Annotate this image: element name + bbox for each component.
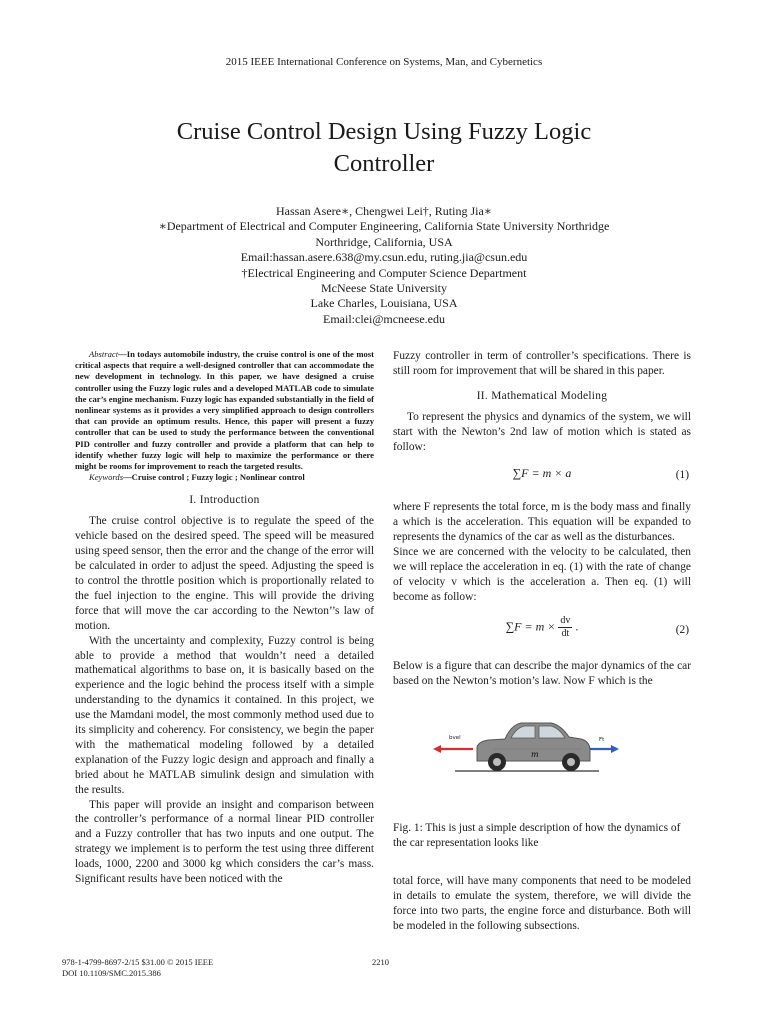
- affiliation-line: Northridge, California, USA: [315, 234, 453, 249]
- mass-label: m: [531, 749, 539, 759]
- equation-tail: .: [575, 619, 579, 634]
- traction-force-label: Ft: [599, 736, 605, 743]
- car-dynamics-figure: [393, 695, 691, 815]
- front-wheel-hub: [493, 758, 501, 766]
- keywords-label: Keywords: [89, 472, 124, 483]
- keywords: [75, 472, 374, 483]
- author-block: [80, 204, 688, 327]
- resistance-force-label: bvel: [449, 734, 461, 741]
- affiliation-line: ∗Department of Electrical and Computer Engineering, California State University Northridge: [158, 219, 610, 234]
- paragraph: The cruise control objective is to regulate the speed of the vehicle based on the desired speed. The speed will be measured using speed sensor, then the error and the change of the error will be calculated in order to adjust the speed. Adjusting the speed is to control the throttle position which is proportionally related to the fuel injection to the engine. This will provide the driving force that will move the car according to the Newton’’s law of motion.: [75, 515, 374, 632]
- car-diagram: [393, 695, 691, 815]
- email-line: Email:hassan.asere.638@my.csun.edu, ruting.jia@csun.edu: [240, 250, 528, 265]
- equation-1: [393, 460, 691, 494]
- left-column: [75, 349, 374, 887]
- keywords-text: —Cruise control ; Fuzzy logic ; Nonlinear control: [123, 472, 305, 483]
- paragraph: Below is a figure that can describe the major dynamics of the car based on the Newton’s motion’s law. Now F which is the: [393, 659, 691, 687]
- paragraph: To represent the physics and dynamics of the system, we will start with the Newton’s 2nd law of motion which is stated as follow:: [393, 410, 691, 453]
- title-line-2: Controller: [333, 150, 435, 177]
- equation-text: ∑F = m × a: [512, 466, 572, 481]
- rear-wheel-hub: [567, 758, 575, 766]
- equation-expression: [393, 615, 691, 640]
- paragraph: With the uncertainty and complexity, Fuzzy control is being able to provide a method that wouldn’t need a detailed mathematical algorithms to base on, it is basically based on the experience and the logic behind the process itself with a simple understanding to the dynamics it contained. In this project, we use the Mamdani model, the most commonly method used due to its simplicity and coherency. For consistency, we begin the paper with the mathematical modeling followed by a detailed explanation of the Fuzzy logic design and approach and finally a bried about he MATLAB simulink design and simulation with the results.: [75, 634, 374, 796]
- abstract: [75, 349, 374, 472]
- paragraph: Since we are concerned with the velocity to be calculated, then we will replace the acceleration in eq. (1) with the rate of change of velocity v which is the acceleration a. Then eq. (1) will become as follow:: [393, 546, 691, 603]
- doi-line: DOI 10.1109/SMC.2015.386: [62, 968, 161, 978]
- isbn-line: 978-1-4799-8697-2/15 $31.00 © 2015 IEEE: [62, 957, 214, 967]
- section-heading-introduction: I. Introduction: [189, 494, 260, 507]
- paper-title: [100, 116, 668, 180]
- equation-expression: [393, 466, 691, 481]
- section-heading-mathematical-modeling: II. Mathematical Modeling: [476, 389, 608, 402]
- copyright-footer: [62, 957, 213, 979]
- right-column: [393, 349, 691, 934]
- fraction-numerator: dv: [560, 614, 571, 626]
- author-names: Hassan Asere∗, Chengwei Lei†, Ruting Jia∗: [276, 204, 492, 218]
- paragraph: where F represents the total force, m is the body mass and finally a which is the acceleration. This equation will be expanded to represents the dynamics of the car as well as the disturbances.: [393, 501, 691, 544]
- title-line-1: Cruise Control Design Using Fuzzy Logic: [176, 118, 592, 145]
- traction-arrow-head: [611, 745, 619, 753]
- paragraph: This paper will provide an insight and comparison between the controller’s performance of a normal linear PID controller and a Fuzzy controller that has two inputs and one output. The strategy we implement is to perform the test using three different loads, 1000, 2200 and 3000 kg which considers the car’s mass. Significant results have been noticed with the: [75, 798, 374, 886]
- page-number: 2210: [372, 957, 389, 967]
- abstract-label: Abstract: [89, 349, 119, 359]
- equation-number: (2): [675, 623, 689, 636]
- conference-header: 2015 IEEE International Conference on Systems, Man, and Cybernetics: [225, 56, 543, 68]
- abstract-text: —In todays automobile industry, the cruise control is one of the most critical aspects that require a well-designed controller that can accommodate the new development in technology. In this paper, we have designed a cruise controller using the Fuzzy logic rules and a developed MATLAB code to simulate the car’s engine mechanism. Fuzzy logic has expanded substantially in the field of nonlinear systems as it provides a very simplified approach to design controllers that can provide an optimum results. Hence, this paper will present a fuzzy controller that can be used to study the performance between the conventional PID controller and fuzzy controller and provide a platform that can help to identify whether fuzzy logic will help to maximize the performance or there might be rooms for improvement to reach the targeted results.: [75, 349, 374, 472]
- paragraph: total force, will have many components that need to be modeled in details to emulate the system, therefore, we will divide the force into two parts, the engine force and disturbance. Both will be modeled in the following subsections.: [393, 875, 691, 933]
- resistance-arrow-head: [433, 745, 441, 753]
- figure-caption: Fig. 1: This is just a simple description of how the dynamics of the car representation looks like: [393, 821, 681, 849]
- equation-number: (1): [675, 469, 689, 482]
- email-line: Email:clei@mcneese.edu: [323, 311, 445, 326]
- paragraph: Fuzzy controller in term of controller’s specifications. There is still room for improvement that will be shared in this paper.: [393, 350, 691, 377]
- affiliation-line: †Electrical Engineering and Computer Science Department: [241, 265, 527, 280]
- derivative-fraction: [558, 615, 572, 640]
- fraction-denominator: dt: [561, 627, 570, 639]
- equation-lhs: ∑F = m ×: [505, 619, 556, 634]
- affiliation-line: Lake Charles, Louisiana, USA: [310, 296, 458, 311]
- equation-2: [393, 611, 691, 653]
- affiliation-line: McNeese State University: [321, 281, 447, 296]
